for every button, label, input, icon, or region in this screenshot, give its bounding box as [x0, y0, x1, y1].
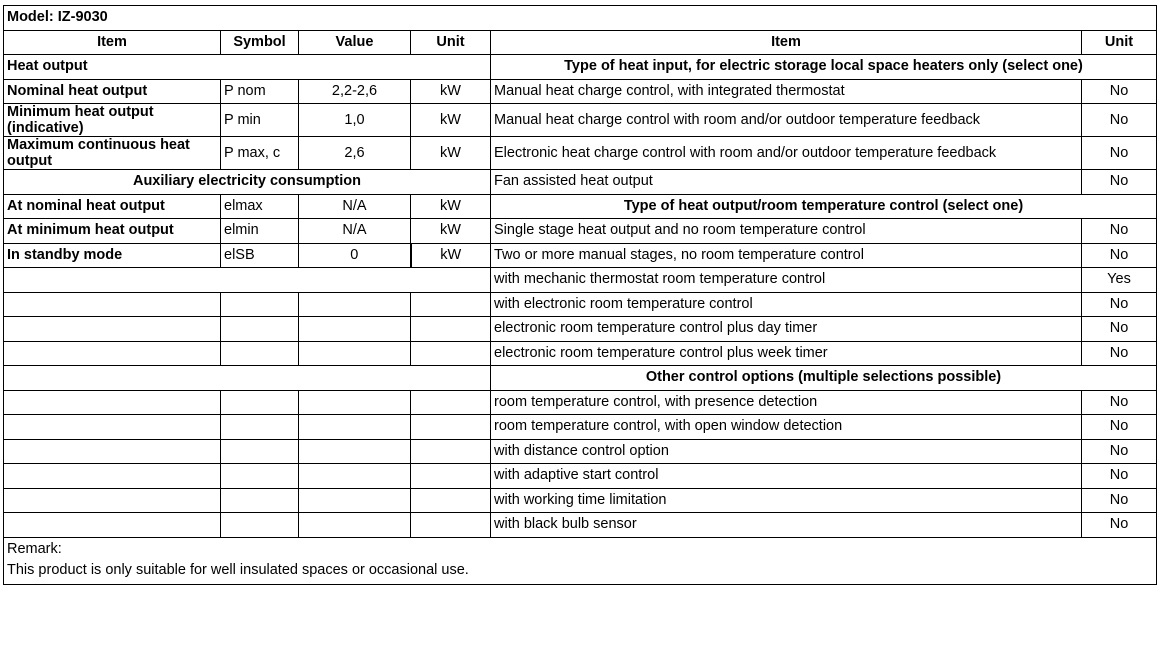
option-item: Two or more manual stages, no room temperature control	[491, 243, 1082, 268]
row-value: N/A	[299, 219, 411, 244]
empty-cell	[4, 439, 221, 464]
option-item: with working time limitation	[491, 488, 1082, 513]
table-row	[4, 390, 1157, 415]
option-item: with adaptive start control	[491, 464, 1082, 489]
empty-cell	[4, 415, 221, 440]
option-unit: Yes	[1082, 268, 1157, 293]
empty-cell	[4, 464, 221, 489]
empty-cell	[221, 439, 299, 464]
empty-cell	[221, 292, 299, 317]
empty-cell	[221, 341, 299, 366]
row-item: Nominal heat output	[4, 79, 221, 104]
row-value: 2,6	[299, 137, 411, 170]
option-item: with distance control option	[491, 439, 1082, 464]
row-symbol: P nom	[221, 79, 299, 104]
header-item: Item	[4, 30, 221, 55]
option-item: Manual heat charge control, with integrated thermostat	[491, 79, 1082, 104]
empty-cell	[411, 488, 491, 513]
empty-cell	[411, 513, 491, 538]
row-symbol: P max, c	[221, 137, 299, 170]
other-options-title: Other control options (multiple selections possible)	[491, 366, 1157, 391]
row-item: At minimum heat output	[4, 219, 221, 244]
table-row	[4, 341, 1157, 366]
row-unit: kW	[411, 104, 491, 137]
table-row	[4, 292, 1157, 317]
table-row	[4, 317, 1157, 342]
remark-row	[4, 537, 1157, 584]
empty-cell	[221, 317, 299, 342]
empty-cell	[4, 513, 221, 538]
option-item: room temperature control, with open window detection	[491, 415, 1082, 440]
heat-input-title: Type of heat input, for electric storage local space heaters only (select one)	[491, 55, 1157, 80]
option-unit: No	[1082, 317, 1157, 342]
header-item-right: Item	[491, 30, 1082, 55]
option-item: room temperature control, with presence detection	[491, 390, 1082, 415]
option-item: with mechanic thermostat room temperature control	[491, 268, 1082, 293]
table-row	[4, 104, 1157, 137]
row-unit: kW	[411, 137, 491, 170]
option-unit: No	[1082, 513, 1157, 538]
header-unit: Unit	[411, 30, 491, 55]
row-value: 2,2-2,6	[299, 79, 411, 104]
table-row	[4, 194, 1157, 219]
room-control-title: Type of heat output/room temperature control (select one)	[491, 194, 1157, 219]
empty-cell	[411, 464, 491, 489]
empty-cell	[299, 415, 411, 440]
empty-cell	[411, 341, 491, 366]
empty-cell	[221, 415, 299, 440]
option-unit: No	[1082, 170, 1157, 195]
table-row	[4, 137, 1157, 170]
empty-cell	[4, 317, 221, 342]
table-row	[4, 366, 1157, 391]
table-row	[4, 439, 1157, 464]
option-item: Electronic heat charge control with room and/or outdoor temperature feedback	[491, 137, 1082, 170]
option-item: Single stage heat output and no room temperature control	[491, 219, 1082, 244]
option-unit: No	[1082, 464, 1157, 489]
option-unit: No	[1082, 341, 1157, 366]
model-label: Model: IZ-9030	[4, 6, 1157, 31]
empty-cell	[221, 390, 299, 415]
option-item: with black bulb sensor	[491, 513, 1082, 538]
empty-cell	[299, 464, 411, 489]
table-row	[4, 464, 1157, 489]
table-row	[4, 488, 1157, 513]
product-info-table	[3, 5, 1157, 585]
option-unit: No	[1082, 415, 1157, 440]
table-row	[4, 219, 1157, 244]
option-item: electronic room temperature control plus week timer	[491, 341, 1082, 366]
header-symbol: Symbol	[221, 30, 299, 55]
empty-cell	[299, 341, 411, 366]
option-item: Manual heat charge control with room and/or outdoor temperature feedback	[491, 104, 1082, 137]
empty-cell	[4, 292, 221, 317]
empty-cell	[411, 415, 491, 440]
row-unit: kW	[411, 243, 491, 268]
row-symbol: P min	[221, 104, 299, 137]
remark-label: Remark:	[7, 540, 62, 557]
header-row	[4, 30, 1157, 55]
table-row	[4, 268, 1157, 293]
header-unit-right: Unit	[1082, 30, 1157, 55]
row-item: Maximum continuous heat output	[4, 137, 221, 170]
remark-cell	[4, 537, 1157, 584]
empty-cell	[299, 292, 411, 317]
model-row	[4, 6, 1157, 31]
heat-output-title: Heat output	[4, 55, 491, 80]
row-item: Minimum heat output (indicative)	[4, 104, 221, 137]
empty-cell	[299, 513, 411, 538]
empty-cell	[4, 341, 221, 366]
empty-cell	[411, 390, 491, 415]
option-unit: No	[1082, 104, 1157, 137]
empty-cell	[299, 390, 411, 415]
empty-cell	[4, 268, 491, 293]
header-value: Value	[299, 30, 411, 55]
empty-cell	[4, 488, 221, 513]
row-value: 0	[299, 243, 411, 268]
option-unit: No	[1082, 439, 1157, 464]
option-unit: No	[1082, 390, 1157, 415]
option-unit: No	[1082, 79, 1157, 104]
row-symbol: elmax	[221, 194, 299, 219]
row-item: At nominal heat output	[4, 194, 221, 219]
empty-cell	[221, 513, 299, 538]
row-symbol: elSB	[221, 243, 299, 268]
empty-cell	[299, 488, 411, 513]
table-row	[4, 79, 1157, 104]
empty-cell	[4, 390, 221, 415]
table-row	[4, 415, 1157, 440]
empty-cell	[411, 317, 491, 342]
row-symbol: elmin	[221, 219, 299, 244]
empty-cell	[299, 317, 411, 342]
row-item: In standby mode	[4, 243, 221, 268]
row-unit: kW	[411, 194, 491, 219]
row-value: 1,0	[299, 104, 411, 137]
table-row	[4, 243, 1157, 268]
option-unit: No	[1082, 219, 1157, 244]
option-unit: No	[1082, 292, 1157, 317]
remark-text: This product is only suitable for well insulated spaces or occasional use.	[7, 561, 469, 578]
empty-cell	[411, 292, 491, 317]
option-unit: No	[1082, 137, 1157, 170]
row-value: N/A	[299, 194, 411, 219]
table-row	[4, 513, 1157, 538]
empty-cell	[221, 488, 299, 513]
row-unit: kW	[411, 219, 491, 244]
row-unit: kW	[411, 79, 491, 104]
table-row	[4, 170, 1157, 195]
aux-title: Auxiliary electricity consumption	[4, 170, 491, 195]
option-item: with electronic room temperature control	[491, 292, 1082, 317]
empty-cell	[299, 439, 411, 464]
option-item: electronic room temperature control plus day timer	[491, 317, 1082, 342]
empty-cell	[221, 464, 299, 489]
option-unit: No	[1082, 243, 1157, 268]
empty-cell	[4, 366, 491, 391]
empty-cell	[411, 439, 491, 464]
section-title-row	[4, 55, 1157, 80]
option-item: Fan assisted heat output	[491, 170, 1082, 195]
option-unit: No	[1082, 488, 1157, 513]
